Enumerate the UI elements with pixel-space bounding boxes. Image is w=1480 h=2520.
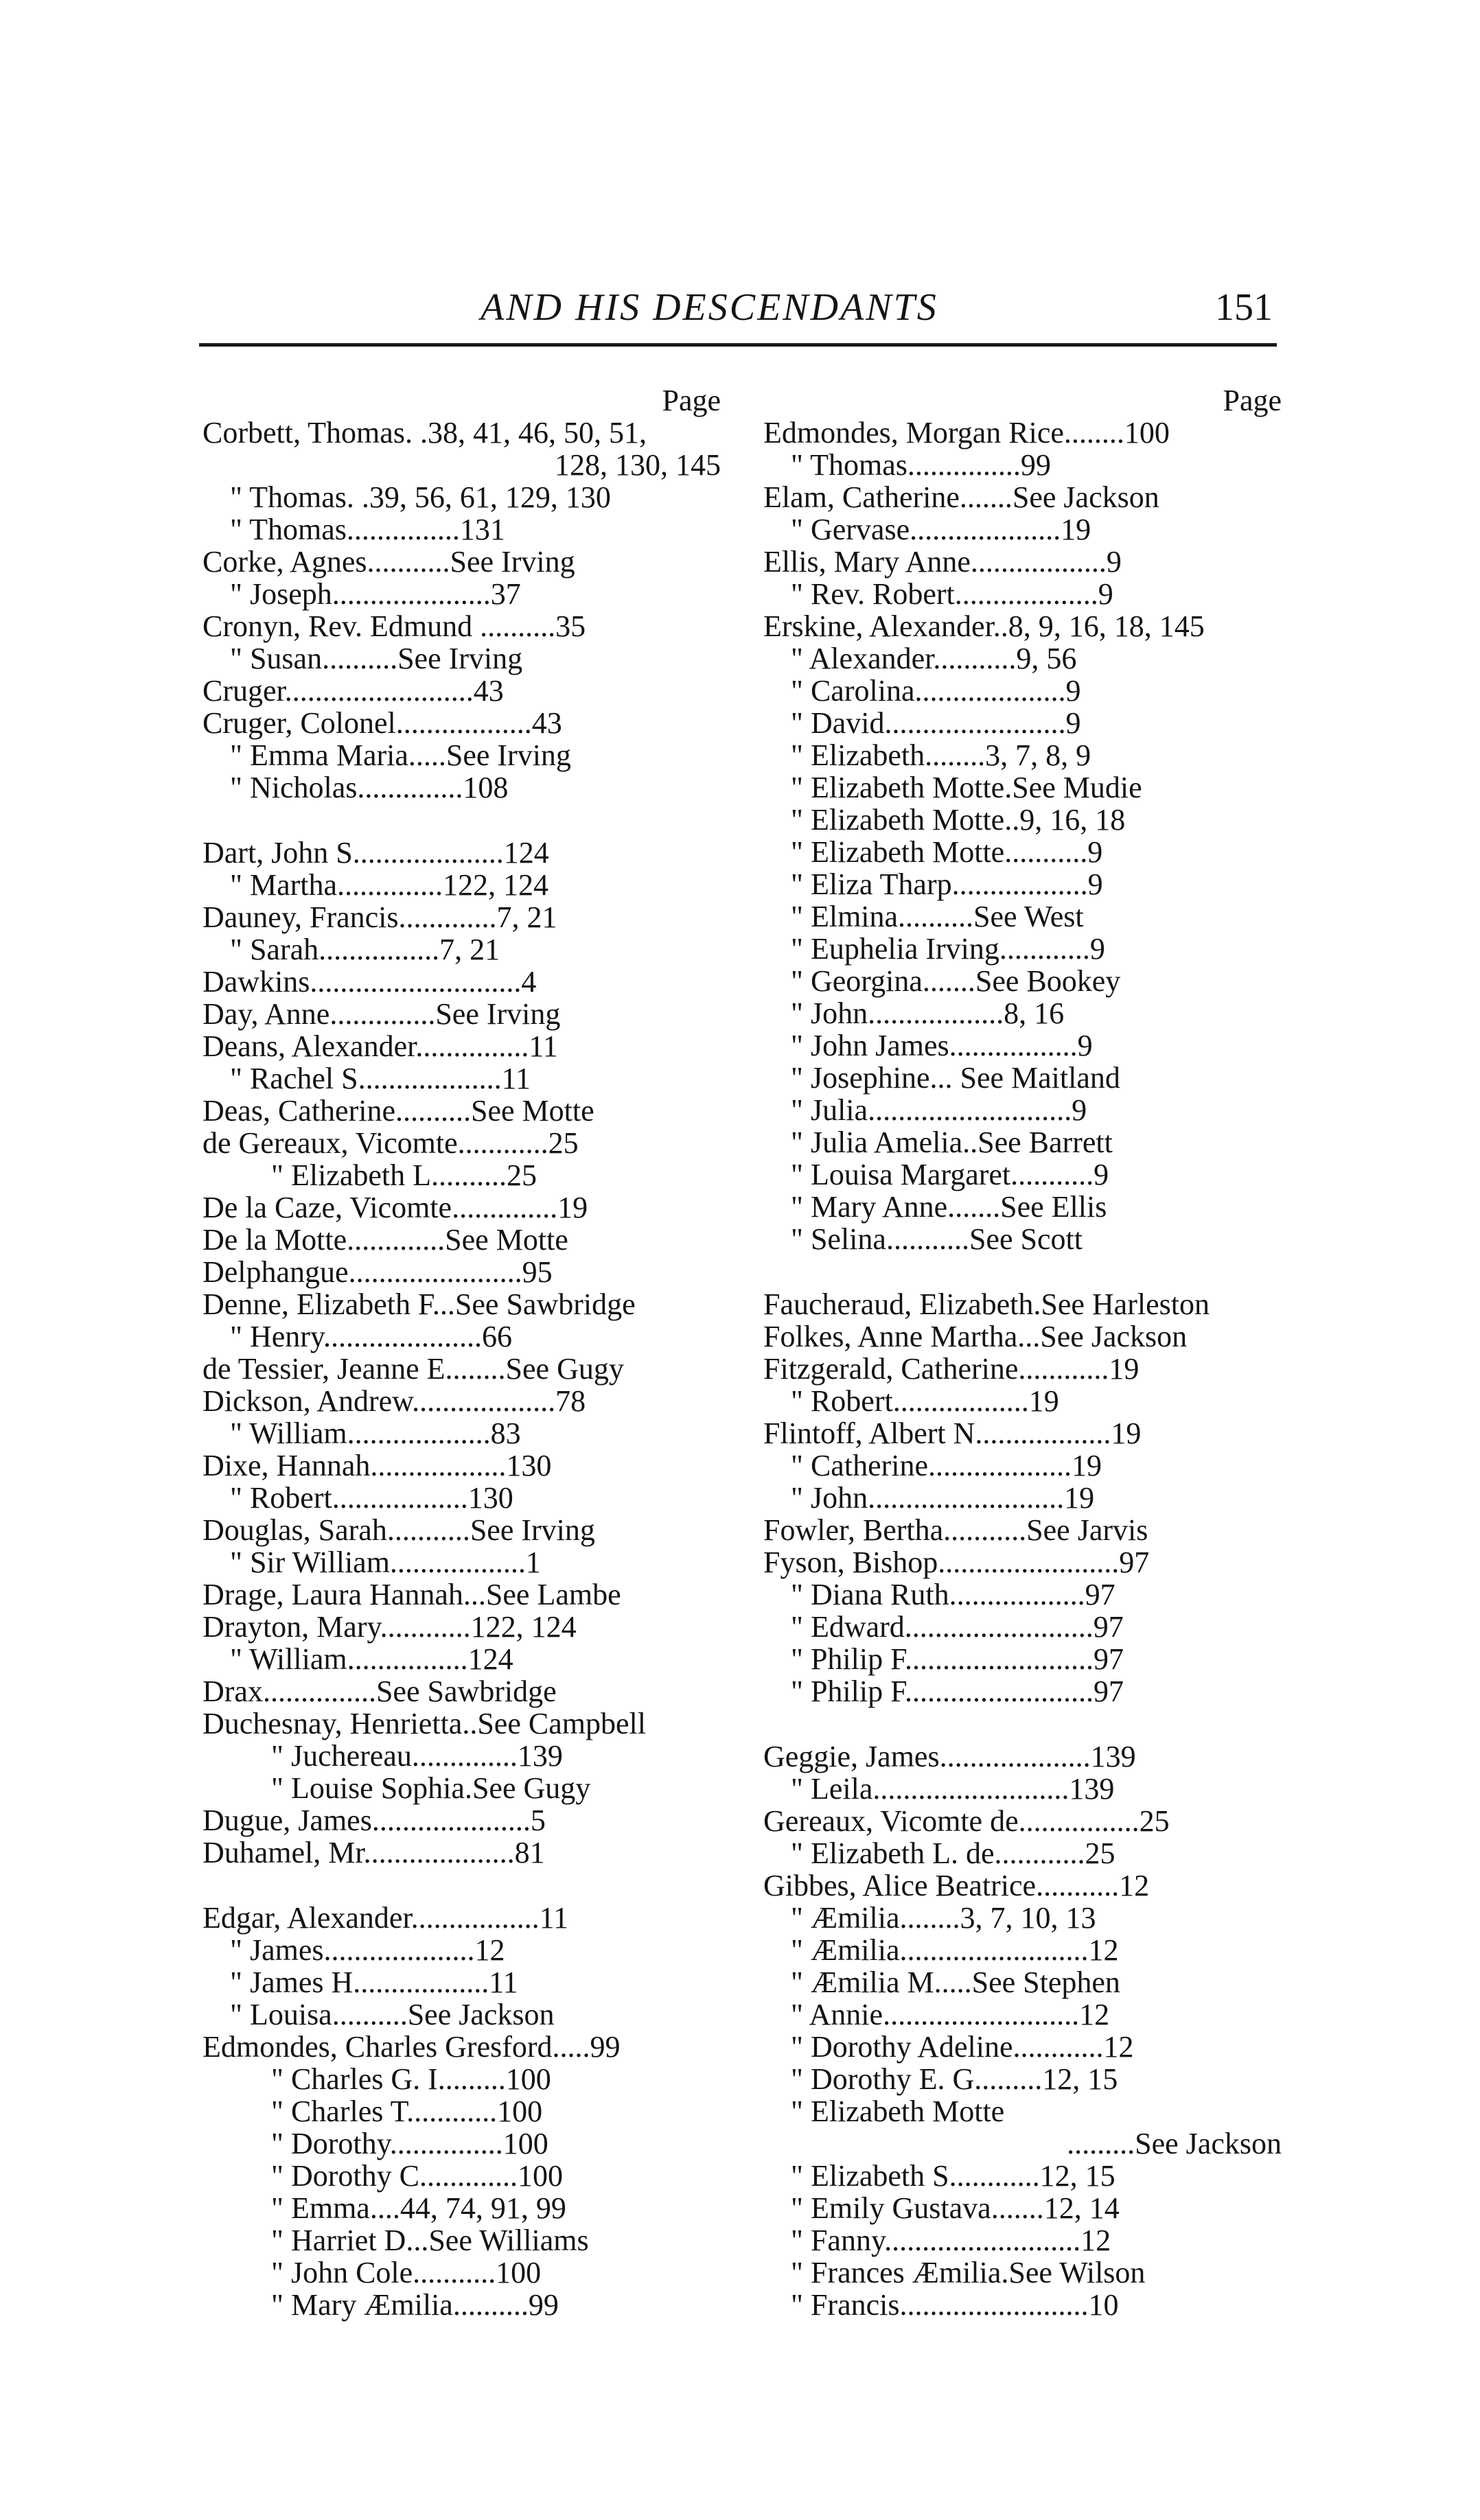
index-entry: " Georgina.......See Bookey (791, 964, 1121, 998)
page-number: 151 (1215, 286, 1273, 329)
index-entry: Duchesnay, Henrietta..See Campbell (203, 1707, 646, 1740)
index-entry: Fyson, Bishop........................97 (763, 1545, 1150, 1579)
index-entry: " Sir William..................1 (230, 1545, 541, 1579)
index-entry: " Rev. Robert...................9 (791, 577, 1113, 611)
index-entry: " Elizabeth Motte...........9 (791, 835, 1103, 869)
index-entry: " Emma Maria.....See Irving (230, 738, 571, 772)
index-entry: " James H..................11 (230, 1965, 518, 1999)
index-entry: Elam, Catherine.......See Jackson (763, 480, 1159, 514)
header-rule (199, 343, 1277, 347)
index-entry: " Æmilia........3, 7, 10, 13 (791, 1901, 1096, 1935)
index-entry: " Alexander...........9, 56 (791, 642, 1077, 675)
index-entry: " Henry.....................66 (230, 1320, 513, 1353)
index-entry: Cruger, Colonel..................43 (203, 706, 562, 740)
index-entry: " Elizabeth S............12, 15 (791, 2159, 1115, 2193)
index-entry: Edmondes, Morgan Rice........100 (763, 416, 1170, 450)
index-entry: " Leila..........................139 (791, 1772, 1115, 1806)
page-column-label: Page (662, 384, 721, 417)
index-entry: Edgar, Alexander.................11 (203, 1901, 569, 1935)
index-entry: " Elmina..........See West (791, 900, 1084, 933)
index-entry: De la Motte.............See Motte (203, 1223, 568, 1257)
section-gap (203, 804, 721, 837)
index-entry: " Charles T............100 (271, 2095, 543, 2128)
index-entry: " Emily Gustava.......12, 14 (791, 2191, 1120, 2225)
index-column-right (763, 384, 1282, 2321)
index-entry: " Æmilia M.....See Stephen (791, 1965, 1120, 1999)
index-entry: " Elizabeth L. de............25 (791, 1836, 1115, 1870)
index-entry: Dawkins............................4 (203, 965, 537, 999)
index-entries-right (763, 417, 1282, 2321)
index-entry: Drage, Laura Hannah...See Lambe (203, 1578, 621, 1611)
index-entry: " Harriet D...See Williams (271, 2224, 589, 2257)
index-entry: " James....................12 (230, 1933, 505, 1967)
index-entry: " Susan..........See Irving (230, 642, 523, 675)
section-gap (203, 1869, 721, 1902)
index-entry: Cronyn, Rev. Edmund ..........35 (203, 609, 586, 643)
index-entry: Fitzgerald, Catherine............19 (763, 1352, 1140, 1386)
index-entry: " Elizabeth L..........25 (271, 1158, 537, 1192)
index-entry: " David........................9 (791, 706, 1081, 740)
index-entry: " Joseph.....................37 (230, 577, 521, 611)
index-entry: " Eliza Tharp..................9 (791, 867, 1103, 901)
index-entry: " Charles G. I.........100 (271, 2062, 551, 2096)
index-entry: Dugue, James.....................5 (203, 1804, 546, 1837)
index-entry: Gereaux, Vicomte de................25 (763, 1804, 1170, 1838)
index-entry: Ellis, Mary Anne..................9 (763, 545, 1122, 579)
index-entry: " Edward.........................97 (791, 1610, 1124, 1644)
index-entry: " Thomas. .39, 56, 61, 129, 130 (230, 480, 611, 514)
index-entry: " Nicholas..............108 (230, 771, 509, 804)
index-entry: Flintoff, Albert N..................19 (763, 1416, 1142, 1450)
index-entry: Duhamel, Mr....................81 (203, 1836, 545, 1869)
index-entry: " Sarah................7, 21 (230, 933, 500, 966)
index-entry: " Louisa Margaret...........9 (791, 1158, 1109, 1191)
index-entry: Delphangue.......................95 (203, 1255, 553, 1289)
page-column-label: Page (1223, 384, 1282, 417)
index-entry: " Josephine... See Maitland (791, 1061, 1120, 1095)
index-entry: Geggie, James....................139 (763, 1740, 1136, 1773)
index-entry: " Annie..........................12 (791, 1998, 1110, 2031)
index-entries-left (203, 417, 721, 2321)
index-entry-continuation: .........See Jackson (1067, 2127, 1282, 2160)
index-entry: " Carolina....................9 (791, 674, 1081, 708)
index-entry: " Philip F.........................97 (791, 1642, 1124, 1676)
index-column-left (203, 384, 721, 2321)
index-entry: Erskine, Alexander..8, 9, 16, 18, 145 (763, 609, 1205, 643)
index-entry: " Robert..................19 (791, 1384, 1059, 1418)
index-entry: Deas, Catherine..........See Motte (203, 1094, 594, 1128)
index-entry: " Dorothy Adeline............12 (791, 2030, 1134, 2064)
index-entry: Dickson, Andrew...................78 (203, 1384, 586, 1418)
index-entry: " Fanny..........................12 (791, 2224, 1111, 2257)
index-entry: " Martha..............122, 124 (230, 868, 549, 902)
index-entry: " Thomas...............131 (230, 513, 505, 546)
index-entry: Edmondes, Charles Gresford.....99 (203, 2030, 621, 2064)
index-entry: Douglas, Sarah...........See Irving (203, 1513, 595, 1547)
index-entry: De la Caze, Vicomte..............19 (203, 1191, 588, 1224)
index-entry: " Philip F.........................97 (791, 1675, 1124, 1708)
running-title: AND HIS DESCENDANTS (481, 286, 938, 329)
index-entry: " John..........................19 (791, 1481, 1095, 1515)
index-entry-continuation: 128, 130, 145 (555, 448, 721, 482)
index-entry: " John..................8, 16 (791, 996, 1065, 1030)
index-entry: Gibbes, Alice Beatrice...........12 (763, 1869, 1150, 1902)
index-entry: " Mary Æmilia..........99 (271, 2288, 559, 2322)
index-entry: " Elizabeth Motte (791, 2095, 1005, 2128)
index-entry: Folkes, Anne Martha...See Jackson (763, 1320, 1188, 1353)
index-entry: " Juchereau..............139 (271, 1739, 563, 1773)
index-entry: " Dorothy C.............100 (271, 2159, 563, 2193)
index-entry: Dauney, Francis.............7, 21 (203, 900, 557, 934)
index-entry: " Robert..................130 (230, 1481, 513, 1515)
index-entry: " Rachel S...................11 (230, 1062, 531, 1095)
index-entry: " Julia...........................9 (791, 1093, 1087, 1127)
index-entry: " Elizabeth Motte..9, 16, 18 (791, 803, 1126, 837)
index-entry: Drax...............See Sawbridge (203, 1675, 557, 1708)
index-entry: Day, Anne..............See Irving (203, 997, 561, 1031)
index-entry: " Julia Amelia..See Barrett (791, 1125, 1113, 1159)
index-entry: " Elizabeth........3, 7, 8, 9 (791, 738, 1091, 772)
page-header (199, 281, 1277, 336)
index-entry: " Emma....44, 74, 91, 99 (271, 2191, 566, 2225)
index-entry: de Gereaux, Vicomte............25 (203, 1126, 579, 1160)
index-entry: " Dorothy E. G.........12, 15 (791, 2062, 1118, 2096)
index-entry: " Thomas...............99 (791, 448, 1051, 482)
index-entry: de Tessier, Jeanne E........See Gugy (203, 1352, 624, 1386)
index-entry: " Euphelia Irving............9 (791, 932, 1105, 966)
index-entry: " Dorothy...............100 (271, 2127, 548, 2160)
index-entry: Deans, Alexander...............11 (203, 1029, 558, 1063)
index-entry: Denne, Elizabeth F...See Sawbridge (203, 1287, 636, 1321)
index-entry: " William...................83 (230, 1416, 521, 1450)
index-entry: Corbett, Thomas. .38, 41, 46, 50, 51, (203, 416, 647, 450)
index-entry: Drayton, Mary............122, 124 (203, 1610, 577, 1644)
index-entry: Faucheraud, Elizabeth.See Harleston (763, 1287, 1210, 1321)
index-entry: " Diana Ruth..................97 (791, 1578, 1115, 1611)
section-gap (763, 1255, 1282, 1288)
index-entry: Fowler, Bertha...........See Jarvis (763, 1513, 1148, 1547)
index-entry: Corke, Agnes...........See Irving (203, 545, 575, 579)
index-entry: " John James.................9 (791, 1029, 1093, 1062)
index-entry: " Frances Æmilia.See Wilson (791, 2256, 1146, 2289)
index-entry: " Selina...........See Scott (791, 1222, 1083, 1256)
index-entry: " Louisa..........See Jackson (230, 1998, 555, 2031)
index-entry: " William................124 (230, 1642, 513, 1676)
index-entry: " Mary Anne.......See Ellis (791, 1190, 1107, 1224)
index-entry: " Elizabeth Motte.See Mudie (791, 771, 1142, 804)
index-entry: " John Cole...........100 (271, 2256, 542, 2289)
index-entry: " Louise Sophia.See Gugy (271, 1771, 591, 1805)
index-entry: " Gervase....................19 (791, 513, 1091, 546)
index-entry: " Æmilia.........................12 (791, 1933, 1119, 1967)
index-entry: Cruger.........................43 (203, 674, 504, 708)
section-gap (763, 1707, 1282, 1740)
index-entry: " Catherine...................19 (791, 1449, 1102, 1482)
index-entry: " Francis.........................10 (791, 2288, 1119, 2322)
index-entry: Dixe, Hannah..................130 (203, 1449, 552, 1482)
index-entry: Dart, John S....................124 (203, 836, 549, 870)
